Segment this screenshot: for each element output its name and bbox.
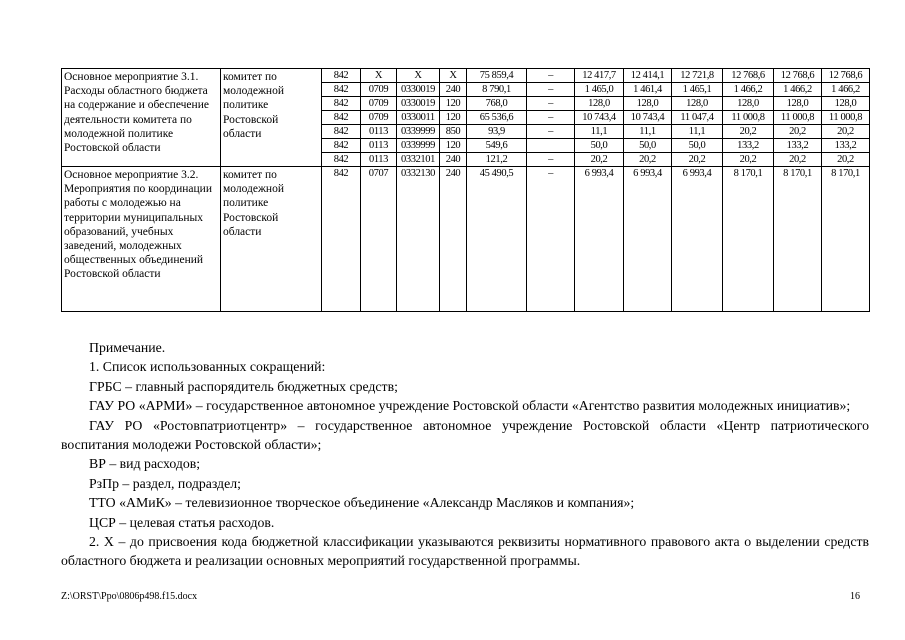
table-cell: – <box>527 69 575 83</box>
table-cell: 240 <box>440 153 467 167</box>
notes-item-2: 2. Х – до присвоения кода бюджетной классификации указываются реквизиты нормативного правового акта о выделении средств областного бюджета и реализации основных мероприятий государственной программы. <box>61 534 869 569</box>
table-cell: 12 721,8 <box>672 69 723 83</box>
table-cell: 10 743,4 <box>575 111 624 125</box>
table-cell: 50,0 <box>672 139 723 153</box>
table-cell: 0332130 <box>397 167 440 312</box>
notes-section <box>61 338 869 571</box>
table-cell: 0332101 <box>397 153 440 167</box>
table-cell: 128,0 <box>672 97 723 111</box>
table-cell: 45 490,5 <box>467 167 527 312</box>
table-cell: 842 <box>322 125 361 139</box>
table-cell: 842 <box>322 97 361 111</box>
table-row <box>62 69 870 83</box>
abbr-tto-amik: ТТО «АМиК» – телевизионное творческое объединение «Александр Масляков и компания»; <box>89 495 635 511</box>
table-cell: 133,2 <box>723 139 774 153</box>
table-cell: 549,6 <box>467 139 527 153</box>
table-cell: 850 <box>440 125 467 139</box>
table-cell: 240 <box>440 83 467 97</box>
table-cell: 20,2 <box>822 153 870 167</box>
table-cell: 0709 <box>361 111 397 125</box>
activity-name-cell: Основное мероприятие 3.1. Расходы областного бюджета на содержание и обеспечение деятельности комитета по молодежной политике Ростовской области <box>62 69 221 167</box>
table-cell: Х <box>361 69 397 83</box>
table-cell: 0330019 <box>397 97 440 111</box>
page-number: 16 <box>850 591 860 602</box>
table-cell: 842 <box>322 167 361 312</box>
table-cell: 93,9 <box>467 125 527 139</box>
table-cell: 75 859,4 <box>467 69 527 83</box>
table-cell: 8 170,1 <box>822 167 870 312</box>
abbr-vr: ВР – вид расходов; <box>89 456 201 472</box>
table-cell: 128,0 <box>624 97 672 111</box>
table-cell: 0709 <box>361 97 397 111</box>
table-cell: – <box>527 153 575 167</box>
table-cell: 65 536,6 <box>467 111 527 125</box>
table-cell: 768,0 <box>467 97 527 111</box>
footer-file-path: Z:\ORST\Ppo\0806p498.f15.docx <box>61 591 198 602</box>
table-cell: 50,0 <box>575 139 624 153</box>
table-cell: 128,0 <box>822 97 870 111</box>
table-cell: 11,1 <box>672 125 723 139</box>
table-row <box>62 167 870 312</box>
table-cell: 12 768,6 <box>822 69 870 83</box>
table-cell: – <box>527 111 575 125</box>
table-cell: 842 <box>322 69 361 83</box>
table-cell <box>527 139 575 153</box>
table-cell: 128,0 <box>774 97 822 111</box>
table-cell: 20,2 <box>774 125 822 139</box>
table-cell: 6 993,4 <box>672 167 723 312</box>
table-cell: 1 461,4 <box>624 83 672 97</box>
table-cell: 8 170,1 <box>723 167 774 312</box>
budget-table <box>61 68 870 312</box>
table-cell: 1 465,1 <box>672 83 723 97</box>
table-cell: 120 <box>440 111 467 125</box>
table-cell: 12 417,7 <box>575 69 624 83</box>
executor-cell: комитет по молодежной политике Ростовской области <box>221 167 322 312</box>
table-cell: 0113 <box>361 125 397 139</box>
table-cell: 12 414,1 <box>624 69 672 83</box>
table-cell: 50,0 <box>624 139 672 153</box>
abbr-csr: ЦСР – целевая статья расходов. <box>89 514 275 530</box>
table-cell: 11 000,8 <box>774 111 822 125</box>
table-cell: 120 <box>440 97 467 111</box>
table-cell: 12 768,6 <box>723 69 774 83</box>
table-cell: 6 993,4 <box>624 167 672 312</box>
table-cell: 20,2 <box>723 125 774 139</box>
table-cell: 11,1 <box>624 125 672 139</box>
table-cell: 0707 <box>361 167 397 312</box>
table-cell: 1 466,2 <box>723 83 774 97</box>
table-cell: 0330011 <box>397 111 440 125</box>
table-cell: 20,2 <box>723 153 774 167</box>
table-cell: 10 743,4 <box>624 111 672 125</box>
table-cell: 8 790,1 <box>467 83 527 97</box>
table-cell: 0113 <box>361 139 397 153</box>
table-cell: 133,2 <box>822 139 870 153</box>
table-cell: 11 000,8 <box>822 111 870 125</box>
table-cell: 842 <box>322 153 361 167</box>
table-cell: 842 <box>322 139 361 153</box>
table-cell: 20,2 <box>672 153 723 167</box>
activity-name-cell: Основное мероприятие 3.2. Мероприятия по координации работы с молодежью на территории муниципальных образований, учебных заведений, молодежных общественных объединений Ростовской области <box>62 167 221 312</box>
table-cell: 842 <box>322 111 361 125</box>
table-cell: 128,0 <box>723 97 774 111</box>
table-cell: – <box>527 83 575 97</box>
abbr-rostovpatriotcenter: ГАУ РО «Ростовпатриотцентр» – государственное автономное учреждение Ростовской области «Центр патриотического воспитания молодежи Ростовской области»; <box>61 417 869 453</box>
abbr-grbs: ГРБС – главный распорядитель бюджетных средств; <box>89 378 398 394</box>
table-cell: 0330019 <box>397 83 440 97</box>
table-cell: 0113 <box>361 153 397 167</box>
executor-cell: комитет по молодежной политике Ростовской области <box>221 69 322 167</box>
table-cell: Х <box>440 69 467 83</box>
table-cell: Х <box>397 69 440 83</box>
table-cell: 20,2 <box>822 125 870 139</box>
table-cell: 20,2 <box>624 153 672 167</box>
table-cell: 842 <box>322 83 361 97</box>
table-cell: 1 466,2 <box>822 83 870 97</box>
table-cell: 121,2 <box>467 153 527 167</box>
abbr-rzpr: РзПр – раздел, подраздел; <box>89 475 241 491</box>
table-cell: – <box>527 125 575 139</box>
table-cell: 1 466,2 <box>774 83 822 97</box>
abbr-armi: ГАУ РО «АРМИ» – государственное автономное учреждение Ростовской области «Агентство развития молодежных инициатив»; <box>89 398 851 414</box>
table-cell: 20,2 <box>774 153 822 167</box>
table-cell: – <box>527 167 575 312</box>
table-cell: 11 047,4 <box>672 111 723 125</box>
table-cell: 0709 <box>361 83 397 97</box>
table-cell: 8 170,1 <box>774 167 822 312</box>
table-cell: 0339999 <box>397 125 440 139</box>
notes-item-1: 1. Список использованных сокращений: <box>89 359 326 375</box>
table-cell: – <box>527 97 575 111</box>
table-cell: 1 465,0 <box>575 83 624 97</box>
notes-heading: Примечание. <box>89 340 166 355</box>
table-cell: 20,2 <box>575 153 624 167</box>
table-cell: 6 993,4 <box>575 167 624 312</box>
table-cell: 128,0 <box>575 97 624 111</box>
table-cell: 12 768,6 <box>774 69 822 83</box>
table-cell: 11,1 <box>575 125 624 139</box>
table-cell: 133,2 <box>774 139 822 153</box>
table-cell: 240 <box>440 167 467 312</box>
table-cell: 11 000,8 <box>723 111 774 125</box>
table-cell: 0339999 <box>397 139 440 153</box>
table-cell: 120 <box>440 139 467 153</box>
